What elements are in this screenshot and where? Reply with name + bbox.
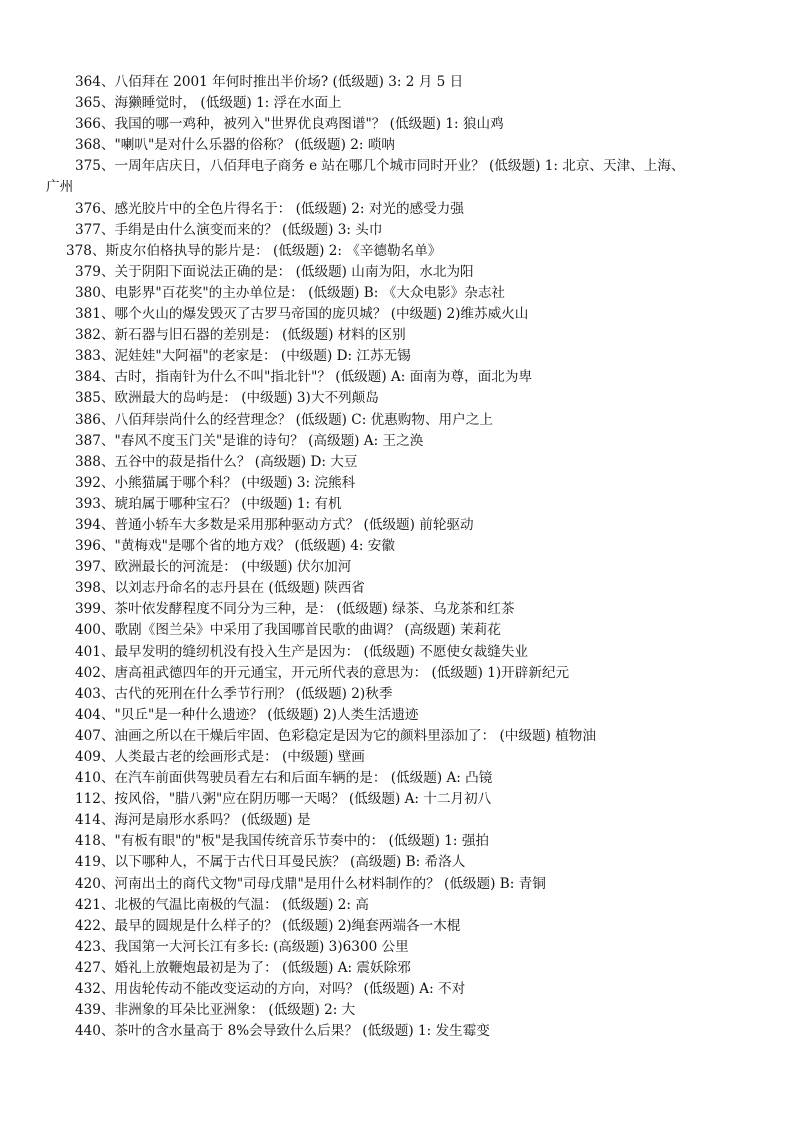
list-item: 423、我国第一大河长江有多长: (高级题) 3)6300 公里 [75,938,409,955]
list-item: 381、哪个火山的爆发毁灭了古罗马帝国的庞贝城？ (中级题) 2)维苏威火山 [75,306,529,323]
list-item: 388、五谷中的菽是指什么？ (高级题) D: 大豆 [75,453,358,470]
list-item: 377、手绢是由什么演变而来的？ (低级题) 3: 头巾 [75,221,383,238]
list-item: 392、小熊猫属于哪个科？ (中级题) 3: 浣熊科 [75,474,356,491]
list-item: 404、"贝丘"是一种什么遗迹？ (低级题) 2)人类生活遗迹 [75,706,419,723]
list-item: 375、一周年店庆日，八佰拜电子商务 e 站在哪几个城市同时开业？ (低级题) 1: 北京、天津、上海、 [75,158,685,175]
list-item: 396、"黄梅戏"是哪个省的地方戏？ (低级题) 4: 安徽 [75,538,395,555]
list-item: 380、电影界"百花奖"的主办单位是： (低级题) B: 《大众电影》杂志社 [75,284,506,301]
list-item: 368、"喇叭"是对什么乐器的俗称？ (低级题) 2: 唢呐 [75,137,395,154]
list-item: 366、我国的哪一鸡种，被列入"世界优良鸡图谱"？ (低级题) 1: 狼山鸡 [75,116,504,133]
list-item: 397、欧洲最长的河流是： (中级题) 伏尔加河 [75,559,352,576]
list-item: 419、以下哪种人，不属于古代日耳曼民族？ (高级题) B: 希洛人 [75,854,466,871]
list-item: 401、最早发明的缝纫机没有投入生产是因为： (低级题) 不愿使女裁缝失业 [75,643,529,660]
list-item: 403、古代的死刑在什么季节行刑？ (低级题) 2)秋季 [75,685,393,702]
list-item: 422、最早的圆规是什么样子的？ (低级题) 2)绳套两端各一木棍 [75,917,461,934]
list-item: 386、八佰拜崇尚什么的经营理念？ (低级题) C: 优惠购物、用户之上 [75,411,493,428]
list-item: 382、新石器与旧石器的差别是： (低级题) 材料的区别 [75,327,406,344]
list-item: 432、用齿轮传动不能改变运动的方向，对吗？ (低级题) A: 不对 [75,981,466,998]
list-item: 410、在汽车前面供驾驶员看左右和后面车辆的是： (低级题) A: 凸镜 [75,770,493,787]
list-item: 384、古时，指南针为什么不叫"指北针"？ (低级题) A: 面南为尊，面北为卑 [75,369,533,386]
list-item: 365、海獭睡觉时， (低级题) 1: 浮在水面上 [75,95,342,112]
list-item: 399、茶叶依发酵程度不同分为三种，是： (低级题) 绿茶、乌龙茶和红茶 [75,601,515,618]
list-item: 421、北极的气温比南极的气温： (低级题) 2: 高 [75,896,369,913]
list-item: 376、感光胶片中的全色片得名于： (低级题) 2: 对光的感受力强 [75,200,464,217]
list-item [0,1042,794,1063]
list-item-continuation: 广州 [46,179,74,196]
list-item: 439、非洲象的耳朵比亚洲象： (低级题) 2: 大 [75,1002,356,1019]
list-item: 402、唐高祖武德四年的开元通宝，开元所代表的意思为： (低级题) 1)开辟新纪元 [75,664,570,681]
list-item: 383、泥娃娃"大阿福"的老家是： (中级题) D: 江苏无锡 [75,348,411,365]
list-item: 409、人类最古老的绘画形式是： (中级题) 壁画 [75,749,365,765]
list-item: 440、茶叶的含水量高于 8%会导致什么后果？ (低级题) 1: 发生霉变 [75,1023,490,1040]
list-item: 400、歌剧《图兰朵》中采用了我国哪首民歌的曲调？ (高级题) 茉莉花 [75,622,501,639]
list-item: 385、欧洲最大的岛屿是： (中级题) 3)大不列颠岛 [75,390,379,407]
list-item: 414、海河是扇形水系吗？ (低级题) 是 [75,812,311,829]
list-item: 112、按风俗，"腊八粥"应在阴历哪一天喝？ (低级题) A: 十二月初八 [75,791,492,808]
list-item: 394、普通小轿车大多数是采用那种驱动方式？ (低级题) 前轮驱动 [75,516,474,533]
list-item: 418、"有板有眼"的"板"是我国传统音乐节奏中的： (低级题) 1: 强拍 [75,833,490,850]
list-item: 364、八佰拜在 2001 年何时推出半价场? (低级题) 3: 2 月 5 日 [75,74,464,90]
list-item: 407、油画之所以在干燥后牢固、色彩稳定是因为它的颜料里添加了： (中级题) 植物油 [75,727,596,744]
list-item: 420、河南出土的商代文物"司母戊鼎"是用什么材料制作的？ (低级题) B: 青铜 [75,875,546,892]
list-item: 398、以刘志丹命名的志丹县在 (低级题) 陕西省 [75,580,365,597]
list-item: 427、婚礼上放鞭炮最初是为了： (低级题) A: 震妖除邪 [75,959,411,976]
list-item: 393、琥珀属于哪种宝石？ (中级题) 1: 有机 [75,495,342,512]
list-item: 378、斯皮尔伯格执导的影片是： (低级题) 2: 《辛德勒名单》 [66,242,442,259]
question-list [0,72,794,1063]
list-item: 387、"春风不度玉门关"是谁的诗句？ (高级题) A: 王之涣 [75,432,424,449]
list-item: 379、关于阴阳下面说法正确的是： (低级题) 山南为阳，水北为阳 [75,263,474,280]
